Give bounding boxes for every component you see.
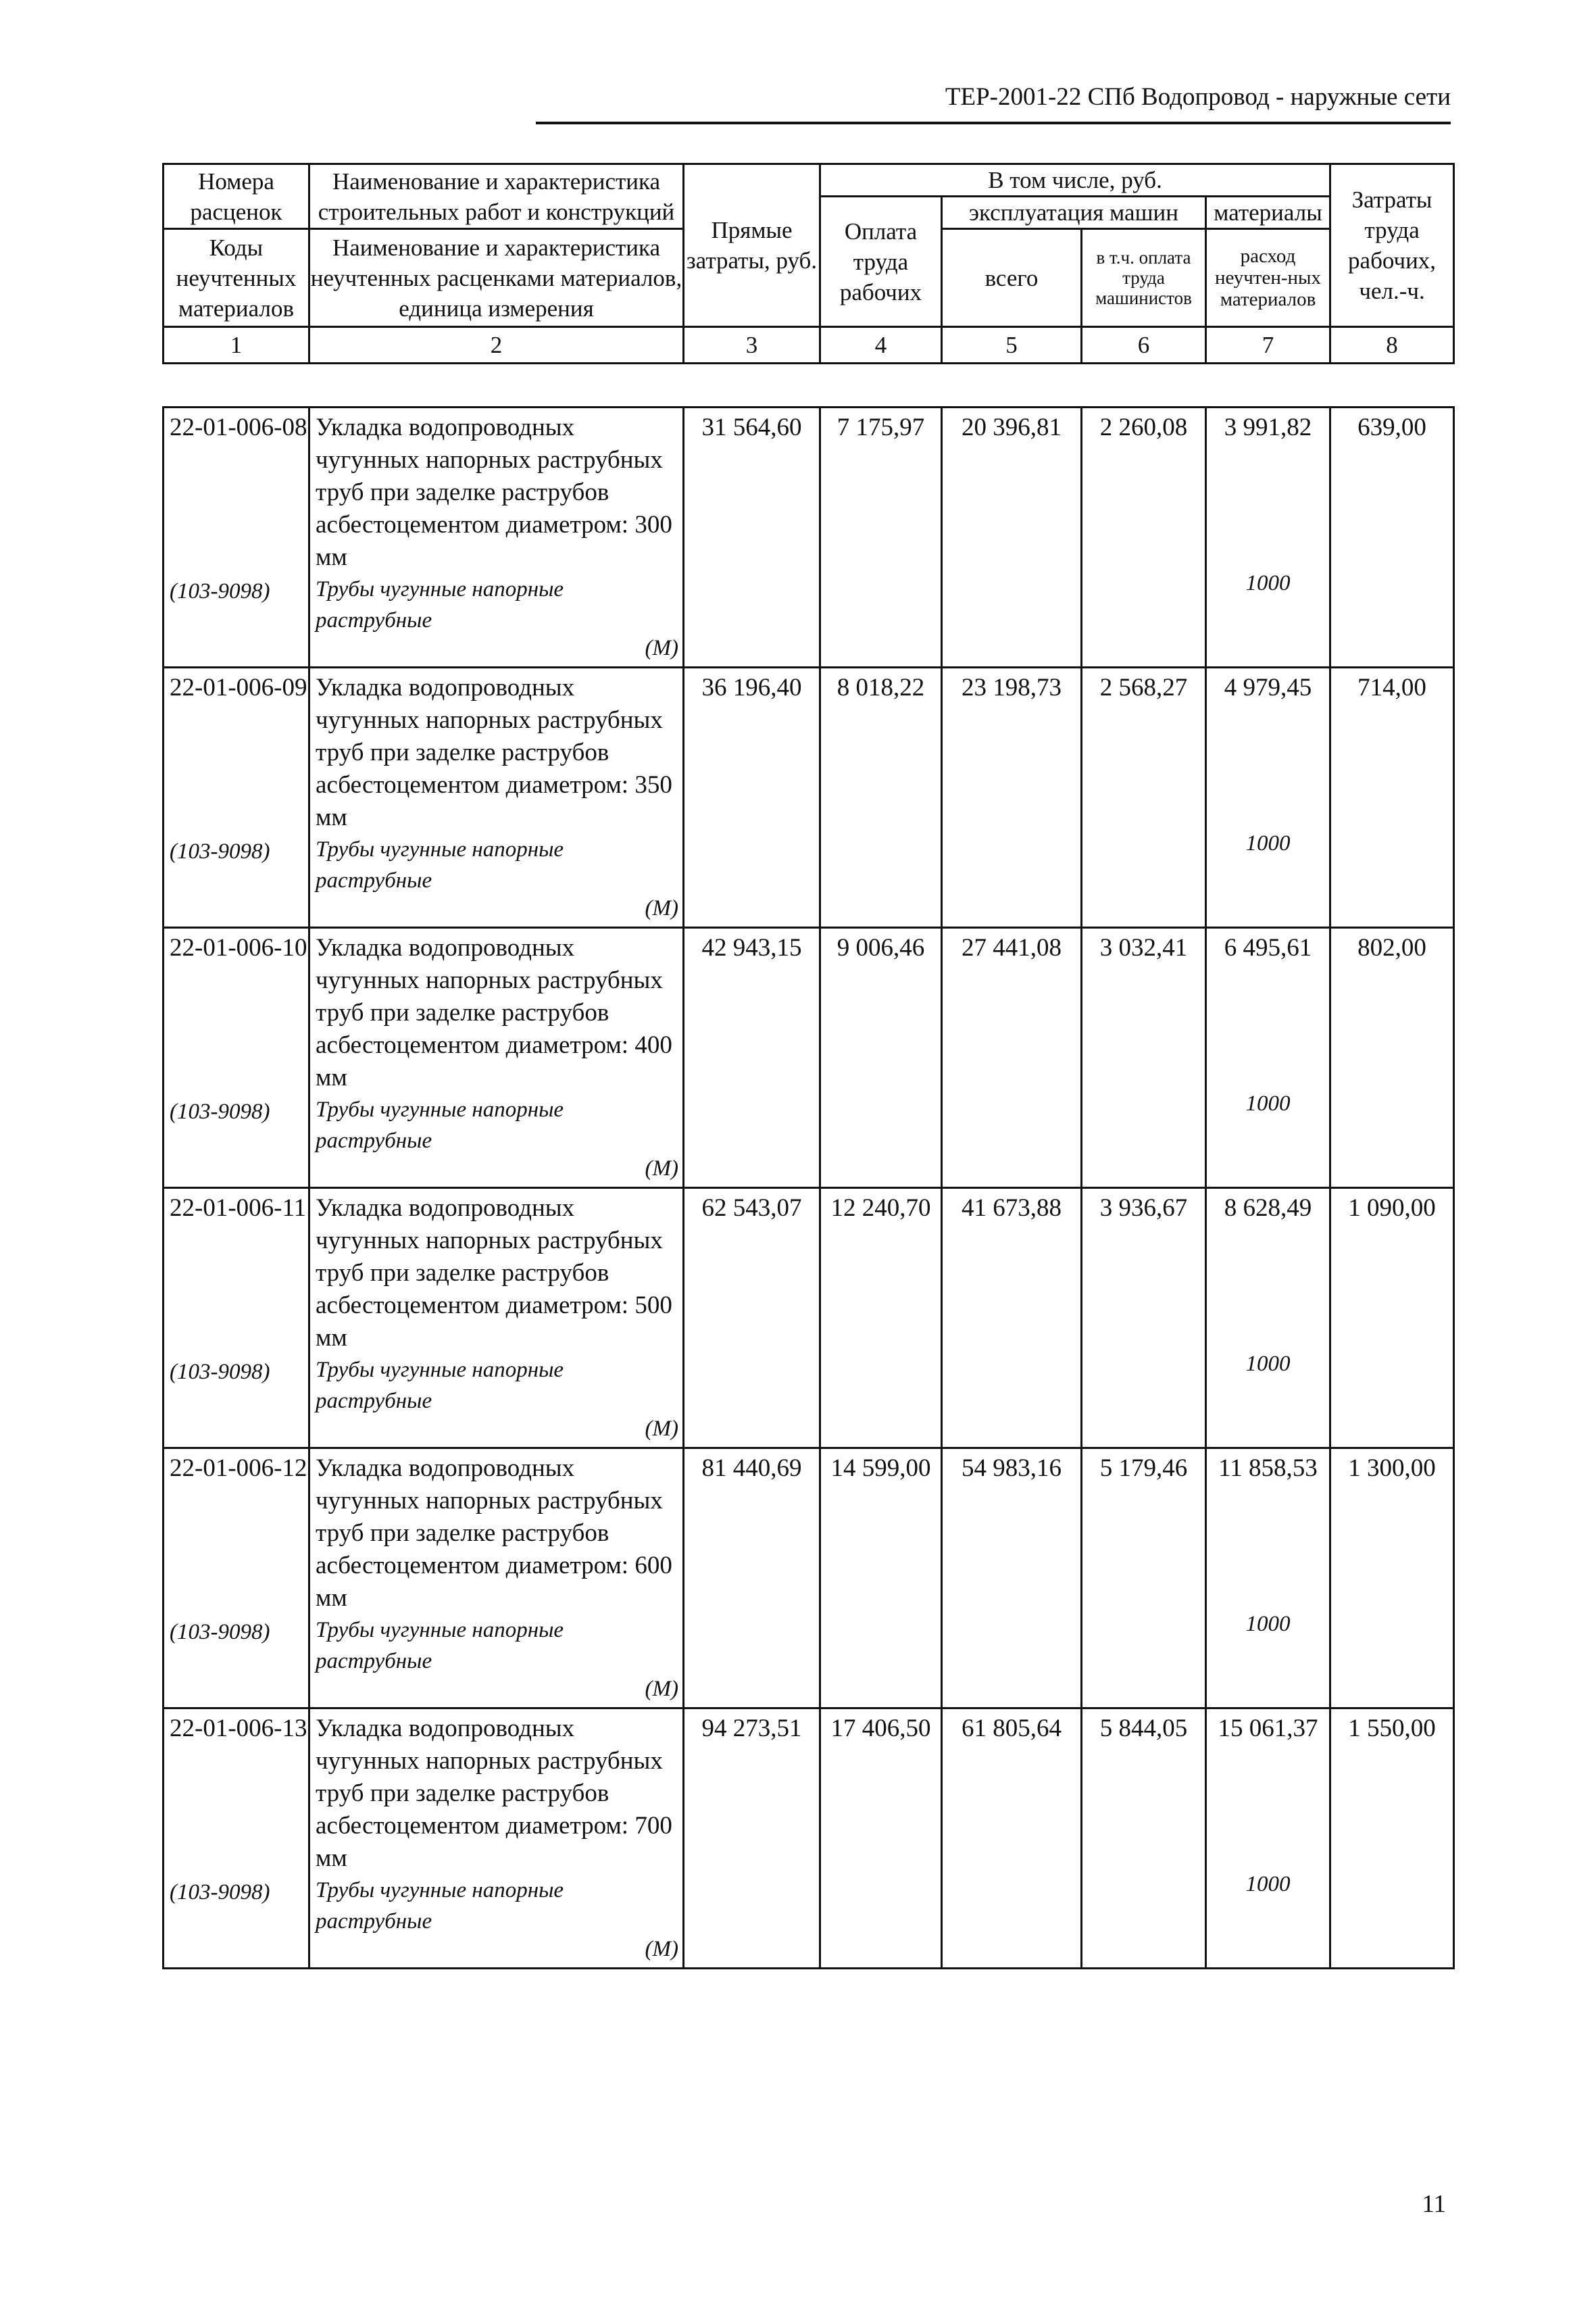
col-group-header: В том числе, руб. — [820, 164, 1330, 197]
material-flag: (М) — [645, 1417, 678, 1441]
rate-code-cell — [164, 928, 309, 1188]
direct-costs: 62 543,07 — [684, 1188, 820, 1448]
col-labor-pay-header: Оплата труда рабочих — [820, 197, 942, 327]
machines-total: 41 673,88 — [942, 1188, 1082, 1448]
machines-total: 61 805,64 — [942, 1708, 1082, 1969]
rate-code-cell — [164, 1448, 309, 1708]
table-row — [164, 1188, 1454, 1448]
work-description: Укладка водопроводных чугунных напорных раструбных труб при заделке раструбов асбестоцементом диаметром: 700 мм — [316, 1715, 672, 1872]
rate-code: 22-01-006-13 — [170, 1715, 307, 1742]
operator-pay: 3 032,41 — [1082, 928, 1206, 1188]
col-number: 6 — [1082, 327, 1206, 364]
table-row — [164, 408, 1454, 668]
materials-cell — [1206, 1448, 1330, 1708]
materials-cell — [1206, 1188, 1330, 1448]
rates-table — [162, 406, 1455, 1969]
materials-cost: 3 991,82 — [1224, 414, 1312, 441]
rate-code: 22-01-006-09 — [170, 674, 307, 701]
rate-code-cell — [164, 1188, 309, 1448]
labor-hours: 639,00 — [1330, 408, 1454, 668]
direct-costs: 42 943,15 — [684, 928, 820, 1188]
material-flag: (М) — [645, 1937, 678, 1961]
work-description: Укладка водопроводных чугунных напорных раструбных труб при заделке раструбов асбестоцементом диаметром: 500 мм — [316, 1194, 672, 1352]
labor-pay: 9 006,46 — [820, 928, 942, 1188]
material-flag: (М) — [645, 636, 678, 660]
operator-pay: 5 179,46 — [1082, 1448, 1206, 1708]
col-codes-header: Номера расценок — [164, 164, 309, 229]
materials-cell — [1206, 408, 1330, 668]
direct-costs: 94 273,51 — [684, 1708, 820, 1969]
material-code: (103-9098) — [170, 579, 270, 604]
col-number: 2 — [309, 327, 684, 364]
work-description: Укладка водопроводных чугунных напорных раструбных труб при заделке раструбов асбестоцементом диаметром: 350 мм — [316, 674, 672, 831]
direct-costs: 81 440,69 — [684, 1448, 820, 1708]
materials-cell — [1206, 1708, 1330, 1969]
table-row — [164, 1448, 1454, 1708]
operator-pay: 2 260,08 — [1082, 408, 1206, 668]
operator-pay: 3 936,67 — [1082, 1188, 1206, 1448]
operator-pay: 5 844,05 — [1082, 1708, 1206, 1969]
rate-code: 22-01-006-11 — [170, 1194, 307, 1222]
material-name: Трубы чугунные напорные раструбные — [316, 1878, 564, 1934]
material-name: Трубы чугунные напорные раструбные — [316, 1358, 564, 1413]
rate-code-cell — [164, 408, 309, 668]
material-flag: (М) — [645, 896, 678, 920]
labor-hours: 1 300,00 — [1330, 1448, 1454, 1708]
material-name: Трубы чугунные напорные раструбные — [316, 577, 564, 633]
machines-total: 54 983,16 — [942, 1448, 1082, 1708]
work-description: Укладка водопроводных чугунных напорных раструбных труб при заделке раструбов асбестоцементом диаметром: 300 мм — [316, 414, 672, 571]
labor-pay: 12 240,70 — [820, 1188, 942, 1448]
description-cell — [309, 408, 684, 668]
table-row — [164, 668, 1454, 928]
rate-code-cell — [164, 668, 309, 928]
rate-code: 22-01-006-08 — [170, 414, 307, 441]
material-code: (103-9098) — [170, 1100, 270, 1124]
rate-code: 22-01-006-10 — [170, 934, 307, 962]
col-machines-header: эксплуатация машин — [942, 197, 1206, 229]
table-row — [164, 1708, 1454, 1969]
running-header: ТЕР-2001-22 СПб Водопровод - наружные сети — [945, 83, 1451, 111]
col-direct-costs-header: Прямые затраты, руб. — [684, 164, 820, 327]
material-name: Трубы чугунные напорные раструбные — [316, 837, 564, 893]
col-number: 4 — [820, 327, 942, 364]
labor-hours: 714,00 — [1330, 668, 1454, 928]
description-cell — [309, 928, 684, 1188]
materials-cell — [1206, 928, 1330, 1188]
materials-cost: 15 061,37 — [1218, 1715, 1318, 1742]
material-name: Трубы чугунные напорные раструбные — [316, 1618, 564, 1673]
col-material-codes-header: Коды неучтенных материалов — [164, 229, 309, 327]
material-norm: 1000 — [1245, 1872, 1291, 1896]
material-code: (103-9098) — [170, 839, 270, 864]
operator-pay: 2 568,27 — [1082, 668, 1206, 928]
description-cell — [309, 1448, 684, 1708]
labor-pay: 14 599,00 — [820, 1448, 942, 1708]
description-cell — [309, 1708, 684, 1969]
material-flag: (М) — [645, 1156, 678, 1181]
labor-hours: 802,00 — [1330, 928, 1454, 1188]
labor-hours: 1 550,00 — [1330, 1708, 1454, 1969]
materials-cost: 4 979,45 — [1224, 674, 1312, 701]
header-rule — [536, 122, 1451, 124]
work-description: Укладка водопроводных чугунных напорных раструбных труб при заделке раструбов асбестоцементом диаметром: 400 мм — [316, 934, 672, 1091]
machines-total: 23 198,73 — [942, 668, 1082, 928]
col-unaccounted-materials-header: расход неучтен-ных материалов — [1206, 229, 1330, 327]
col-work-name-header: Наименование и характеристика строительных работ и конструкций — [309, 164, 684, 229]
material-norm: 1000 — [1245, 571, 1291, 595]
col-materials-header: материалы — [1206, 197, 1330, 229]
rate-code-cell — [164, 1708, 309, 1969]
labor-hours: 1 090,00 — [1330, 1188, 1454, 1448]
material-code: (103-9098) — [170, 1880, 270, 1904]
material-name: Трубы чугунные напорные раструбные — [316, 1098, 564, 1153]
rate-code: 22-01-006-12 — [170, 1454, 307, 1482]
labor-pay: 8 018,22 — [820, 668, 942, 928]
material-norm: 1000 — [1245, 1352, 1291, 1376]
materials-cost: 11 858,53 — [1218, 1454, 1318, 1482]
materials-cost: 6 495,61 — [1224, 934, 1312, 962]
col-operator-pay-header: в т.ч. оплата труда машинистов — [1082, 229, 1206, 327]
page-number: 11 — [1422, 2190, 1446, 2218]
materials-cell — [1206, 668, 1330, 928]
col-machines-total-header: всего — [942, 229, 1082, 327]
direct-costs: 36 196,40 — [684, 668, 820, 928]
table-row — [164, 928, 1454, 1188]
material-norm: 1000 — [1245, 1091, 1291, 1116]
col-material-name-header: Наименование и характеристика неучтенных расценками материалов, единица измерения — [309, 229, 684, 327]
col-number: 3 — [684, 327, 820, 364]
machines-total: 20 396,81 — [942, 408, 1082, 668]
labor-pay: 17 406,50 — [820, 1708, 942, 1969]
materials-cost: 8 628,49 — [1224, 1194, 1312, 1222]
col-number: 5 — [942, 327, 1082, 364]
col-number: 1 — [164, 327, 309, 364]
description-cell — [309, 1188, 684, 1448]
labor-pay: 7 175,97 — [820, 408, 942, 668]
material-flag: (М) — [645, 1677, 678, 1701]
col-number: 8 — [1330, 327, 1454, 364]
material-code: (103-9098) — [170, 1620, 270, 1644]
material-norm: 1000 — [1245, 1612, 1291, 1636]
description-cell — [309, 668, 684, 928]
col-number: 7 — [1206, 327, 1330, 364]
table-header — [162, 163, 1455, 364]
direct-costs: 31 564,60 — [684, 408, 820, 668]
material-norm: 1000 — [1245, 831, 1291, 856]
work-description: Укладка водопроводных чугунных напорных раструбных труб при заделке раструбов асбестоцементом диаметром: 600 мм — [316, 1454, 672, 1612]
machines-total: 27 441,08 — [942, 928, 1082, 1188]
material-code: (103-9098) — [170, 1360, 270, 1384]
col-labor-hours-header: Затраты труда рабочих, чел.-ч. — [1330, 164, 1454, 327]
